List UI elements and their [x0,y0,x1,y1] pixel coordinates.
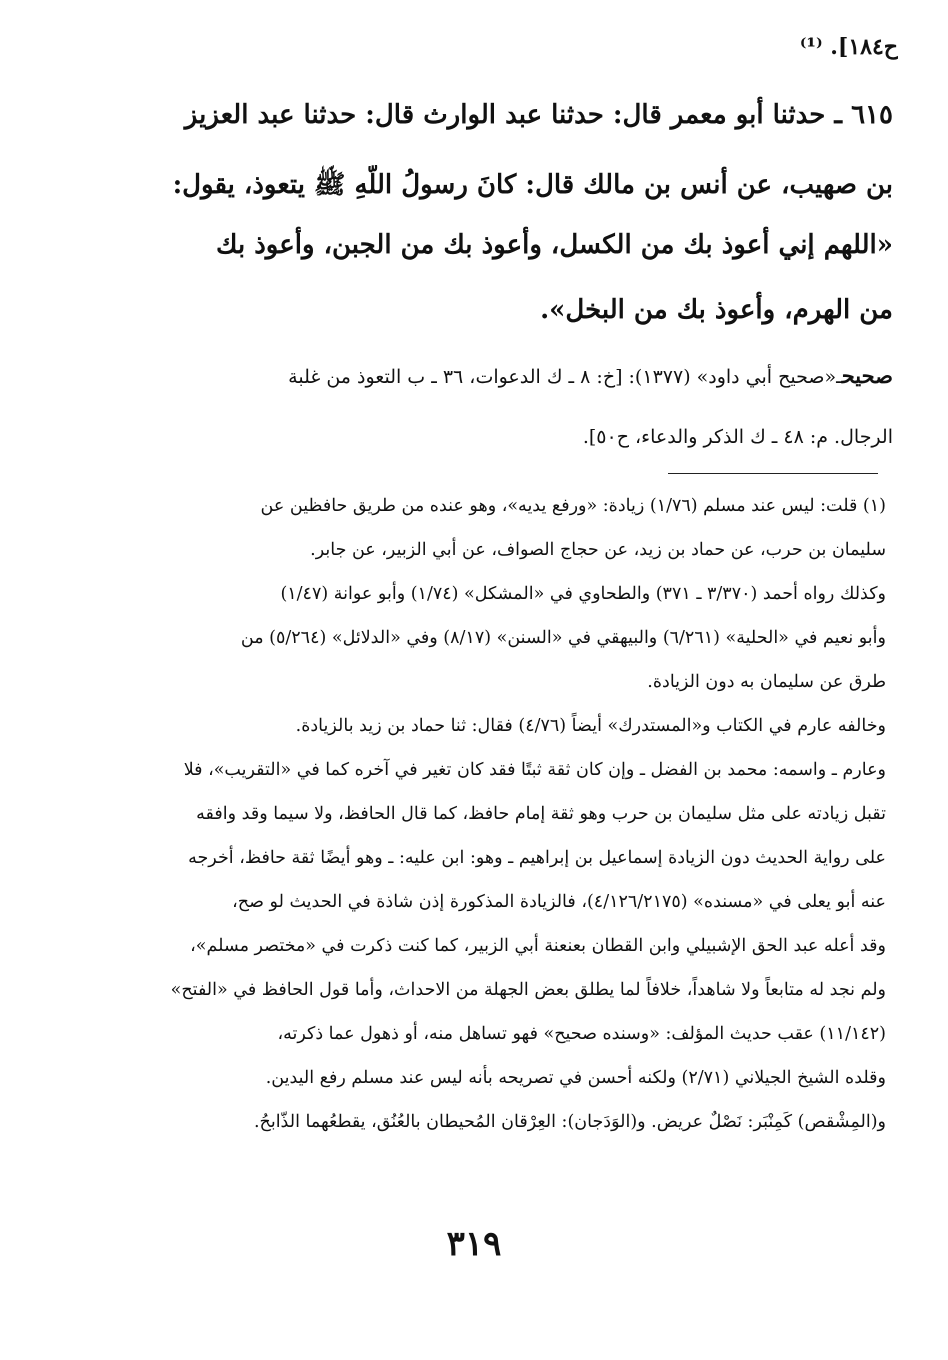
page-number: ٣١٩ [446,1224,502,1264]
footnote-line: وكذلك رواه أحمد (٣/٣٧٠ ـ ٣٧١) والطحاوي في «المشكل» (١/٧٤) وأبو عوانة (١/٤٧) [280,584,886,604]
footnote-line: و(المِشْقص) كَمِنْبَر: نَصْلٌ عريض. و(الوَدَجان): العِرْقان المُحيطان بالعُنُق، يقطعُهما الذّابحُ. [253,1112,886,1132]
grading-source: ـ«صحيح أبي داود» (١٣٧٧): [خ: ٨ ـ ك الدعوات، ٣٦ ـ ب التعوذ من غلبة [288,366,842,388]
grading-line [113,360,893,393]
footnote-line: طرق عن سليمان به دون الزيادة. [647,672,886,692]
footnote-line: عنه أبو يعلى في «مسنده» (٤/١٢٦/٢١٧٥)، فالزيادة المذكورة إذن شاذة في الحديث لو صح، [232,892,886,912]
footnote-line: وقلده الشيخ الجيلاني (٢/٧١) ولكنه أحسن في تصريحه بأنه ليس عند مسلم رفع اليدين. [265,1068,886,1088]
footnote-line: ولم نجد له متابعاً ولا شاهداً، خلافاً لما يطلق بعض الجهلة من الاحداث، وأما قول الحافظ في «الفتح» [170,980,886,1000]
footnote-line: وخالفه عارم في الكتاب و«المستدرك» أيضاً (٤/٧٦) فقال: ثنا حماد بن زيد بالزيادة. [295,716,886,736]
footnote-line: (١) قلت: ليس عند مسلم (١/٧٦) زيادة: «ورفع يديه»، وهو عنده من طريق حافظين عن [260,496,886,516]
hadith-text-line: بن صهيب، عن أنس بن مالك قال: كانَ رسولُ اللّهِ ﷺ يتعوذ، يقول: [172,170,893,200]
hadith-text-line: من الهرم، وأعوذ بك من البخل». [540,295,893,325]
hadith-text-line: «اللهم إني أعوذ بك من الكسل، وأعوذ بك من الجبن، وأعوذ بك [216,230,893,260]
footnote-line: وعارم ـ واسمه: محمد بن الفضل ـ وإن كان ثقة ثبتًا فقد كان تغير في آخره كما في «التقريب»، فلا [183,760,886,780]
footnote-line: تقبل زيادته على مثل سليمان بن حرب وهو ثقة إمام حافظ، كما قال الحافظ، ولا سيما وقد وافقه [196,804,886,824]
grade-label: صحيح [841,363,893,388]
footnote-line: وقد أعله عبد الحق الإشبيلي وابن القطان بعنعنة أبي الزبير، كما كنت ذكرت في «مختصر مسلم»، [190,936,886,956]
footnote-line: على رواية الحديث دون الزيادة إسماعيل بن إبراهيم ـ وهو: ابن عليه: ـ وهو أيضًا ثقة حافظ، أخرجه [188,848,886,868]
hadith-reference: ح١٨٤]. ⁽¹⁾ [799,34,898,60]
hadith-text-line: ٦١٥ ـ حدثنا أبو معمر قال: حدثنا عبد الوارث قال: حدثنا عبد العزيز [184,100,893,130]
footnote-divider [668,473,878,474]
footnote-line: (١١/١٤٢) عقب حديث المؤلف: «وسنده صحيح» فهو تساهل منه، أو ذهول عما ذكرته، [277,1024,886,1044]
footnote-line: سليمان بن حرب، عن حماد بن زيد، عن حجاج الصواف، عن أبي الزبير، عن جابر. [310,540,886,560]
grading-line: الرجال. م: ٤٨ ـ ك الذكر والدعاء، ح٥٠]. [582,426,893,448]
footnote-line: وأبو نعيم في «الحلية» (٦/٢٦١) والبيهقي في «السنن» (٨/١٧) وفي «الدلائل» (٥/٢٦٤) من [240,628,886,648]
